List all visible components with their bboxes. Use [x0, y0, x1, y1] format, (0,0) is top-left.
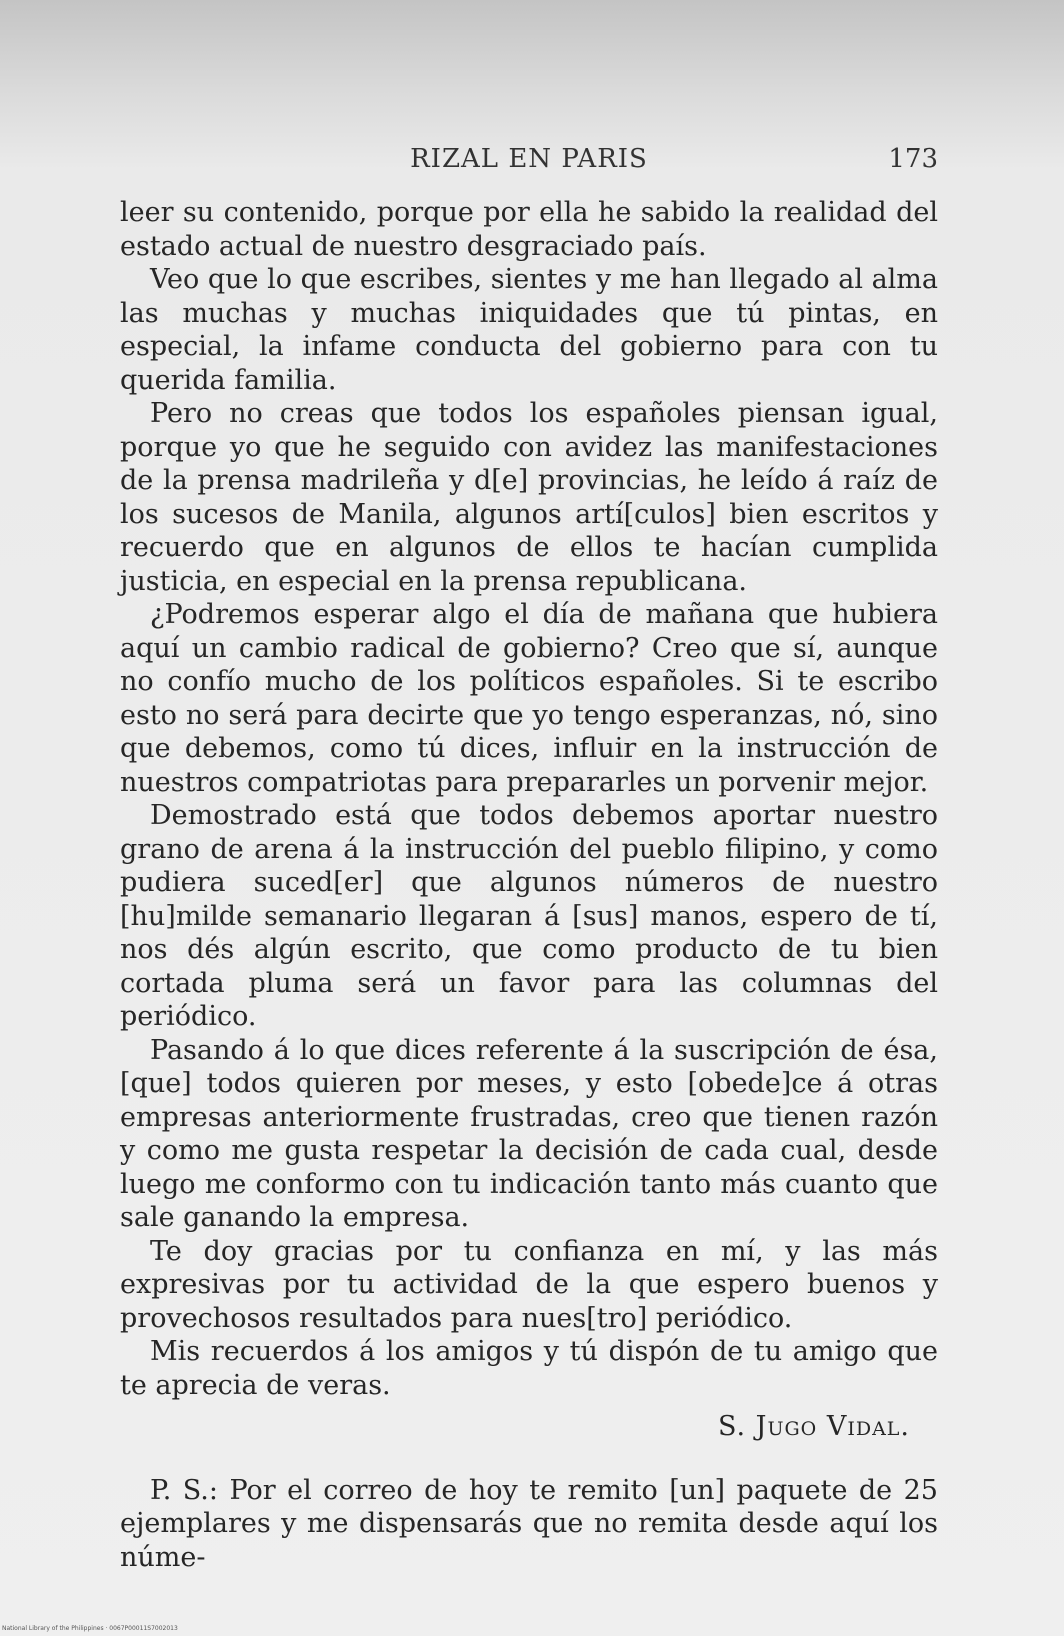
- signature: S. Jugo Vidal.: [717, 1411, 910, 1442]
- paragraph: ¿Podremos esperar algo el día de mañana que hubiera aquí un cambio radical de gobierno? Creo que sí, aunque no confío mucho de los políticos españoles. Si te escribo esto no será para decirte que yo tengo esperanzas, nó, sino que debemos, como tú dices, influir en la instrucción de nuestros compatriotas para prepararles un porvenir mejor.: [120, 599, 938, 798]
- paragraph: Te doy gracias por tu confianza en mí, y las más expresivas por tu actividad de la que espero buenos y provechosos resultados para nues[tro] periódico.: [120, 1235, 938, 1334]
- paragraph: leer su contenido, porque por ella he sabido la realidad del estado actual de nuestro desgraciado país.: [120, 197, 938, 262]
- paragraph: Veo que lo que escribes, sientes y me han llegado al alma las muchas y muchas iniquidades que tú pintas, en especial, la infame conducta del gobierno para con tu querida familia.: [120, 264, 938, 396]
- scan-footer: National Library of the Philippines · 0067P00011S7002013: [2, 1625, 178, 1632]
- body-text: [120, 196, 938, 1574]
- postscript: P. S.: Por el correo de hoy te remito [un] paquete de 25 ejemplares y me dispensarás que no remita desde aquí los núme-: [120, 1474, 938, 1573]
- page-number: 173: [888, 144, 938, 174]
- paragraph: Pero no creas que todos los españoles piensan igual, porque yo que he seguido con avidez las manifestaciones de la prensa madrileña y d[e] provincias, he leído á raíz de los sucesos de Manila, algunos artí[culos] bien escritos y recuerdo que en algunos de ellos te hacían cumplida justicia, en especial en la prensa republicana.: [120, 398, 938, 597]
- paragraph: Mis recuerdos á los amigos y tú dispón de tu amigo que te aprecia de veras.: [120, 1336, 938, 1401]
- running-head: [120, 144, 938, 180]
- paragraph: Demostrado está que todos debemos aportar nuestro grano de arena á la instrucción del pueblo filipino, y como pudiera suced[er] que algunos números de nuestro [hu]milde semanario llegaran á [sus] manos, espero de tí, nos dés algún escrito, que como producto de tu bien cortada pluma será un favor para las columnas del periódico.: [120, 800, 938, 1032]
- running-head-title: RIZAL EN PARIS: [410, 144, 648, 174]
- paragraph: Pasando á lo que dices referente á la suscripción de ésa, [que] todos quieren por meses, y esto [obede]ce á otras empresas anteriormente frustradas, creo que tienen razón y como me gusta respetar la decisión de cada cual, desde luego me conformo con tu indicación tanto más cuanto que sale ganando la empresa.: [120, 1034, 938, 1233]
